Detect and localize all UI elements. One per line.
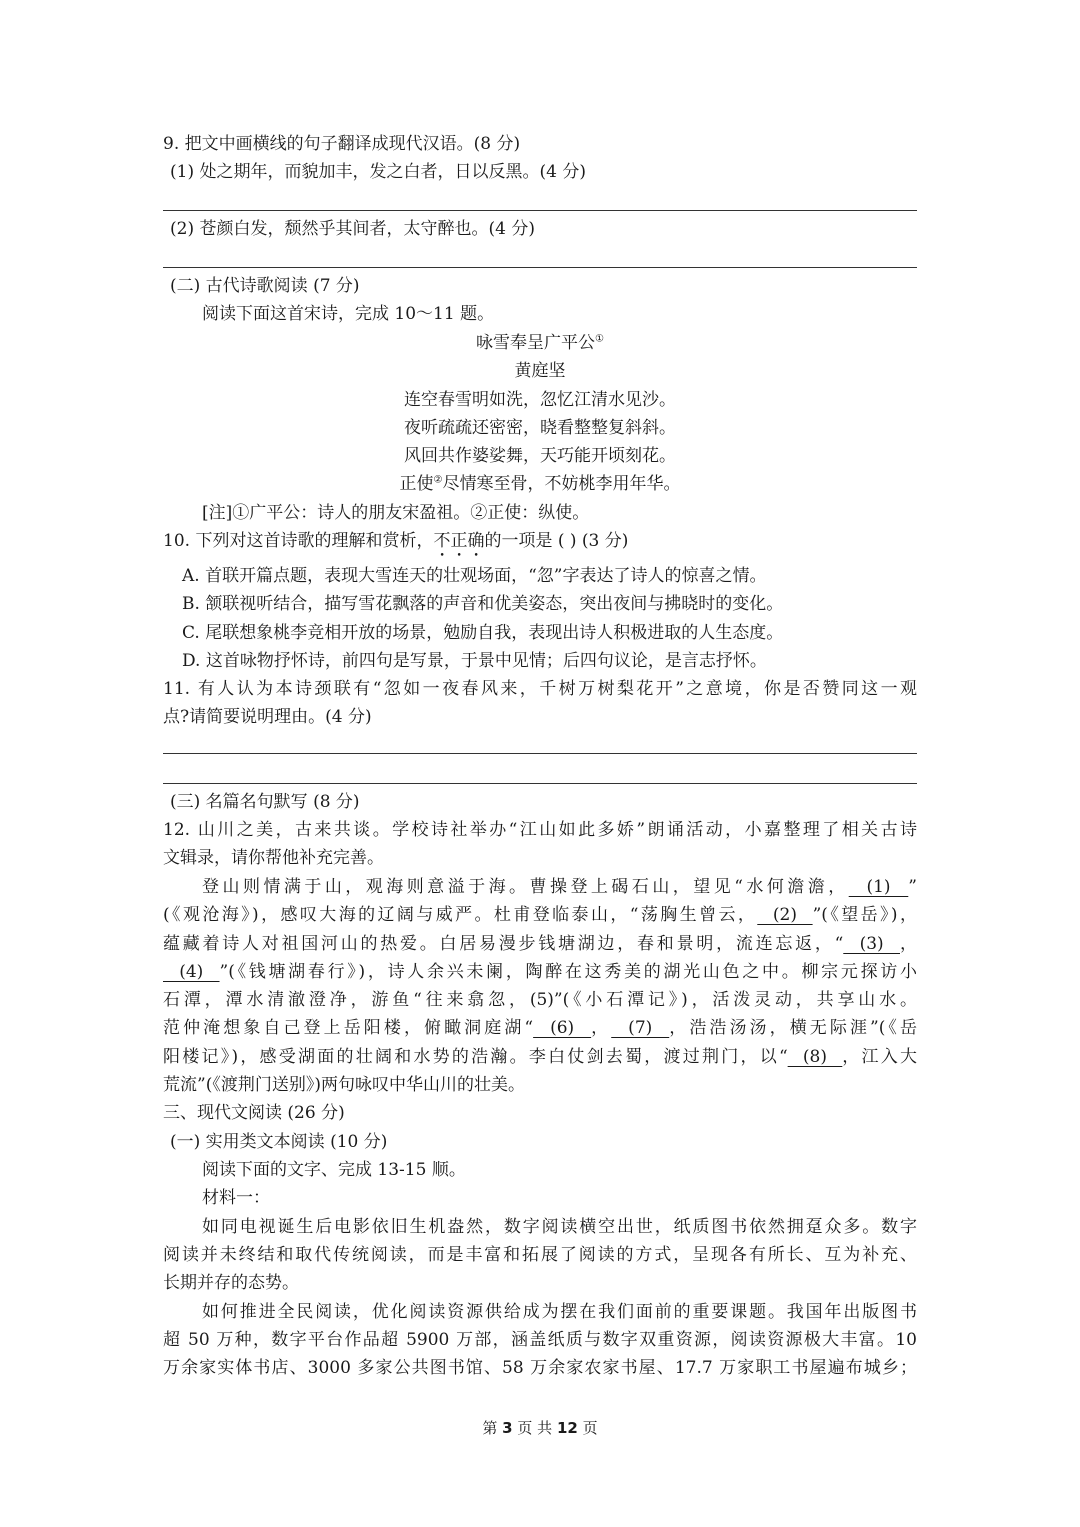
footnote-marker: ② — [433, 474, 443, 486]
paragraph-line: 超 50 万种，数字平台作品超 5900 万部，涵盖纸质与数字双重资源，阅读资源极大丰富。10 — [163, 1330, 917, 1350]
q10-option-c: C. 尾联想象桃李竞相开放的场景，勉励自我，表现出诗人积极进取的人生态度。 — [182, 623, 784, 643]
section-heading-famous: (三) 名篇名句默写 (8 分) — [170, 792, 360, 812]
poem-line: 风回共作婆娑舞，天巧能开顷刻花。 — [404, 446, 676, 466]
footnote-marker: ① — [595, 333, 604, 345]
fill-blank-line: 登山则情满于山，观海则意溢于海。曹操登上碣石山，望见“水何澹澹， (1) ” — [202, 877, 917, 897]
answer-line[interactable] — [163, 267, 917, 268]
poem-note: [注]①广平公：诗人的朋友宋盈祖。②正使：纵使。 — [202, 503, 590, 523]
page-number: 3 — [502, 1419, 513, 1437]
poem-line: 夜听疏疏还密密，晓看整整复斜斜。 — [404, 418, 676, 438]
paragraph-line: 阅读并未终结和取代传统阅读，而是丰富和拓展了阅读的方式，呈现各有所长、互为补充、 — [163, 1245, 917, 1265]
blank-input[interactable]: (1) — [848, 877, 909, 897]
q12-line2: 文辑录，请你帮他补充完善。 — [163, 848, 384, 868]
q10-option-b: B. 颔联视听结合，描写雪花飘落的声音和优美姿态，突出夜间与拂晓时的变化。 — [182, 594, 784, 614]
q9-part2: (2) 苍颜白发，颓然乎其间者，太守醉也。(4 分) — [170, 219, 535, 239]
blank-input[interactable]: (2) — [757, 905, 813, 925]
q10-option-d: D. 这首咏物抒怀诗，前四句是写景，于景中见情；后四句议论，是言志抒怀。 — [182, 651, 767, 671]
paragraph-line: 如何推进全民阅读，优化阅读资源供给成为摆在我们面前的重要课题。我国年出版图书 — [202, 1302, 917, 1322]
fill-blank-line: (《观沧海》)，感叹大海的辽阔与威严。杜甫登临泰山，“荡胸生曾云， (2) ”(《望岳》)， — [163, 905, 917, 925]
q12-line1: 12. 山川之美，古来共谈。学校诗社举办“江山如此多娇”朗诵活动，小嘉整理了相关古诗 — [163, 820, 917, 840]
subsection-heading: (一) 实用类文本阅读 (10 分) — [170, 1132, 388, 1152]
poem-line: 正使②尽情寒至骨，不妨桃李用年华。 — [399, 474, 681, 494]
page-footer: 第 3 页 共 12 页 — [482, 1419, 598, 1437]
blank-input[interactable]: (6) — [533, 1018, 592, 1038]
poem-title: 咏雪奉呈广平公① — [476, 333, 604, 353]
emphasis-text: 不正确 — [433, 531, 485, 551]
q10-option-a: A. 首联开篇点题，表现大雪连天的壮观场面，“忽”字表达了诗人的惊喜之情。 — [182, 566, 767, 586]
q11-line1: 11. 有人认为本诗颈联有“忽如一夜春风来，千树万树梨花开”之意境，你是否赞同这一观 — [163, 679, 917, 699]
poem-line: 连空春雪明如洗，忽忆江清水见沙。 — [404, 390, 676, 410]
poetry-intro: 阅读下面这首宋诗，完成 10～11 题。 — [202, 304, 495, 324]
material-label: 材料一： — [202, 1188, 270, 1208]
fill-blank-line: 荒流”(《渡荆门送别》)两句咏叹中华山川的壮美。 — [163, 1075, 525, 1095]
blank-input[interactable]: (4) — [163, 962, 220, 982]
paragraph-line: 长期并存的态势。 — [163, 1273, 299, 1293]
section-heading-modern: 三、现代文阅读 (26 分) — [163, 1103, 345, 1123]
section-heading-poetry: (二) 古代诗歌阅读 (7 分) — [170, 276, 360, 296]
blank-input[interactable]: (8) — [787, 1047, 843, 1067]
blank-input[interactable]: (7) — [611, 1018, 670, 1038]
answer-line[interactable] — [163, 753, 917, 754]
fill-blank-line: 石潭，潭水清澈澄净，游鱼“往来翕忽，(5)”(《小石潭记》)，活泼灵动，共享山水。 — [163, 990, 917, 1010]
poem-author: 黄庭坚 — [514, 361, 566, 381]
answer-line[interactable] — [163, 210, 917, 211]
blank-input[interactable]: (3) — [843, 934, 900, 954]
fill-blank-line: (4) ”(《钱塘湖春行》)，诗人余兴未阑，陶醉在这秀美的湖光山色之中。柳宗元探访小 — [163, 962, 917, 982]
fill-blank-line: 范仲淹想象自己登上岳阳楼，俯瞰洞庭湖“ (6) ， (7) ，浩浩汤汤，横无际涯”(《岳 — [163, 1018, 917, 1038]
fill-blank-line: 阳楼记》)，感受湖面的壮阔和水势的浩瀚。李白仗剑去蜀，渡过荆门，以“ (8) ，江入大 — [163, 1047, 918, 1067]
paragraph-line: 如同电视诞生后电影依旧生机盎然，数字阅读横空出世，纸质图书依然拥趸众多。数字 — [202, 1217, 917, 1237]
q10-stem: 10. 下列对这首诗歌的理解和赏析，不正确的一项是 ( ) (3 分) — [163, 531, 629, 551]
fill-blank-line: 蕴藏着诗人对祖国河山的热爱。白居易漫步钱塘湖边，春和景明，流连忘返，“ (3) ， — [163, 934, 917, 954]
answer-line[interactable] — [163, 783, 917, 784]
paragraph-line: 万余家实体书店、3000 多家公共图书馆、58 万余家农家书屋、17.7 万家职工书屋遍布城乡； — [163, 1358, 917, 1378]
q11-line2: 点?请简要说明理由。(4 分) — [163, 707, 372, 727]
q9-title: 9. 把文中画横线的句子翻译成现代汉语。(8 分) — [163, 134, 521, 154]
reading-intro: 阅读下面的文字、完成 13-15 顺。 — [202, 1160, 466, 1180]
q9-part1: (1) 处之期年，而貌加丰，发之白者，日以反黑。(4 分) — [170, 162, 586, 182]
page-total: 12 — [556, 1419, 578, 1437]
